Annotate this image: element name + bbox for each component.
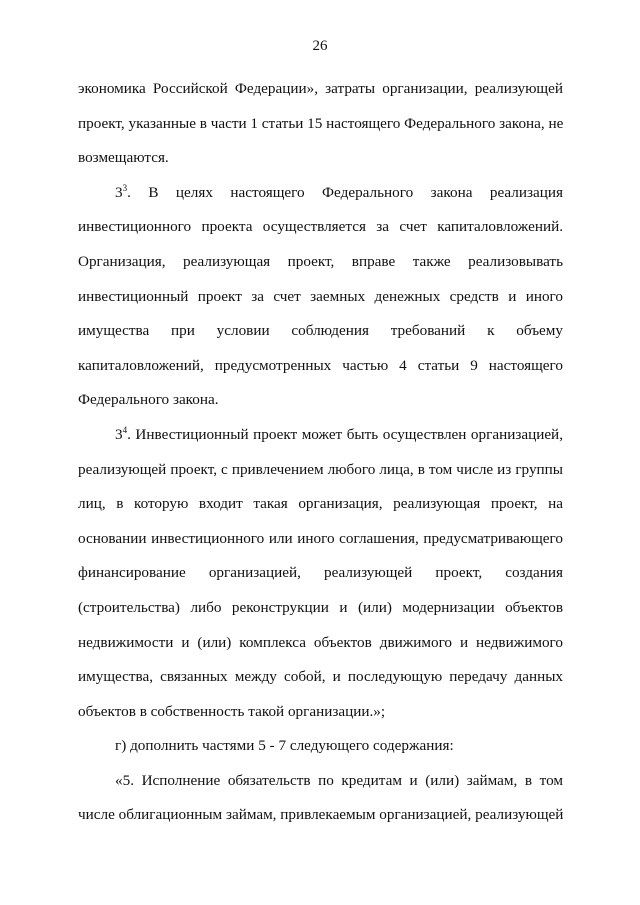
document-body (78, 72, 563, 833)
text-line: основании инвестиционного или иного соглашения, предусматривающего (78, 529, 563, 547)
text-line (78, 176, 563, 211)
part-marker: 3 (115, 183, 123, 201)
text-line: Организация, реализующая проект, вправе также реализовывать (78, 252, 563, 270)
part-marker: 3 (115, 425, 123, 443)
part-marker-superscript: 3 (122, 182, 128, 193)
paragraph-continuation (78, 72, 563, 176)
text-line: числе облигационным займам, привлекаемым организацией, реализующей (78, 806, 564, 824)
text-line: реализующей проект, с привлечением любого лица, в том числе из группы (78, 460, 563, 478)
text-line: инвестиционный проект за счет заемных денежных средств и иного (78, 287, 563, 305)
text-line: (строительства) либо реконструкции и (или) модернизации объектов (78, 598, 563, 616)
paragraph-part-3-4 (78, 418, 563, 729)
text-line: лиц, в которую входит такая организация, реализующая проект, на (78, 495, 563, 513)
part-marker-superscript: 4 (122, 424, 128, 435)
text-line: возмещаются. (78, 149, 169, 167)
text-line: финансирование организацией, реализующей проект, создания (78, 564, 563, 582)
text-line: имущества, связанных между собой, и последующую передачу данных (78, 668, 563, 686)
page-number: 26 (312, 38, 328, 54)
paragraph-subitem-g (78, 729, 563, 764)
text-line: инвестиционного проекта осуществляется за счет капиталовложений. (78, 218, 563, 236)
paragraph-part-3-3 (78, 176, 563, 418)
text-line-content: . В целях настоящего Федерального закона реализация (127, 183, 563, 201)
text-line: капиталовложений, предусмотренных частью 4 статьи 9 настоящего (78, 356, 563, 374)
text-line: г) дополнить частями 5 - 7 следующего содержания: (115, 737, 454, 755)
text-line (78, 418, 563, 453)
paragraph-part-5 (78, 764, 563, 833)
text-line: Федерального закона. (78, 391, 219, 409)
text-line: объектов в собственность такой организации.»; (78, 702, 386, 720)
text-line: «5. Исполнение обязательств по кредитам и (или) займам, в том (115, 771, 563, 789)
text-line: экономика Российской Федерации», затраты организации, реализующей (78, 80, 563, 97)
text-line: недвижимости и (или) комплекса объектов движимого и недвижимого (78, 633, 563, 651)
text-line: имущества при условии соблюдения требований к объему (78, 322, 563, 340)
text-line-content: . Инвестиционный проект может быть осуществлен организацией, (127, 425, 563, 443)
text-line: проект, указанные в части 1 статьи 15 настоящего Федерального закона, не (78, 114, 564, 132)
